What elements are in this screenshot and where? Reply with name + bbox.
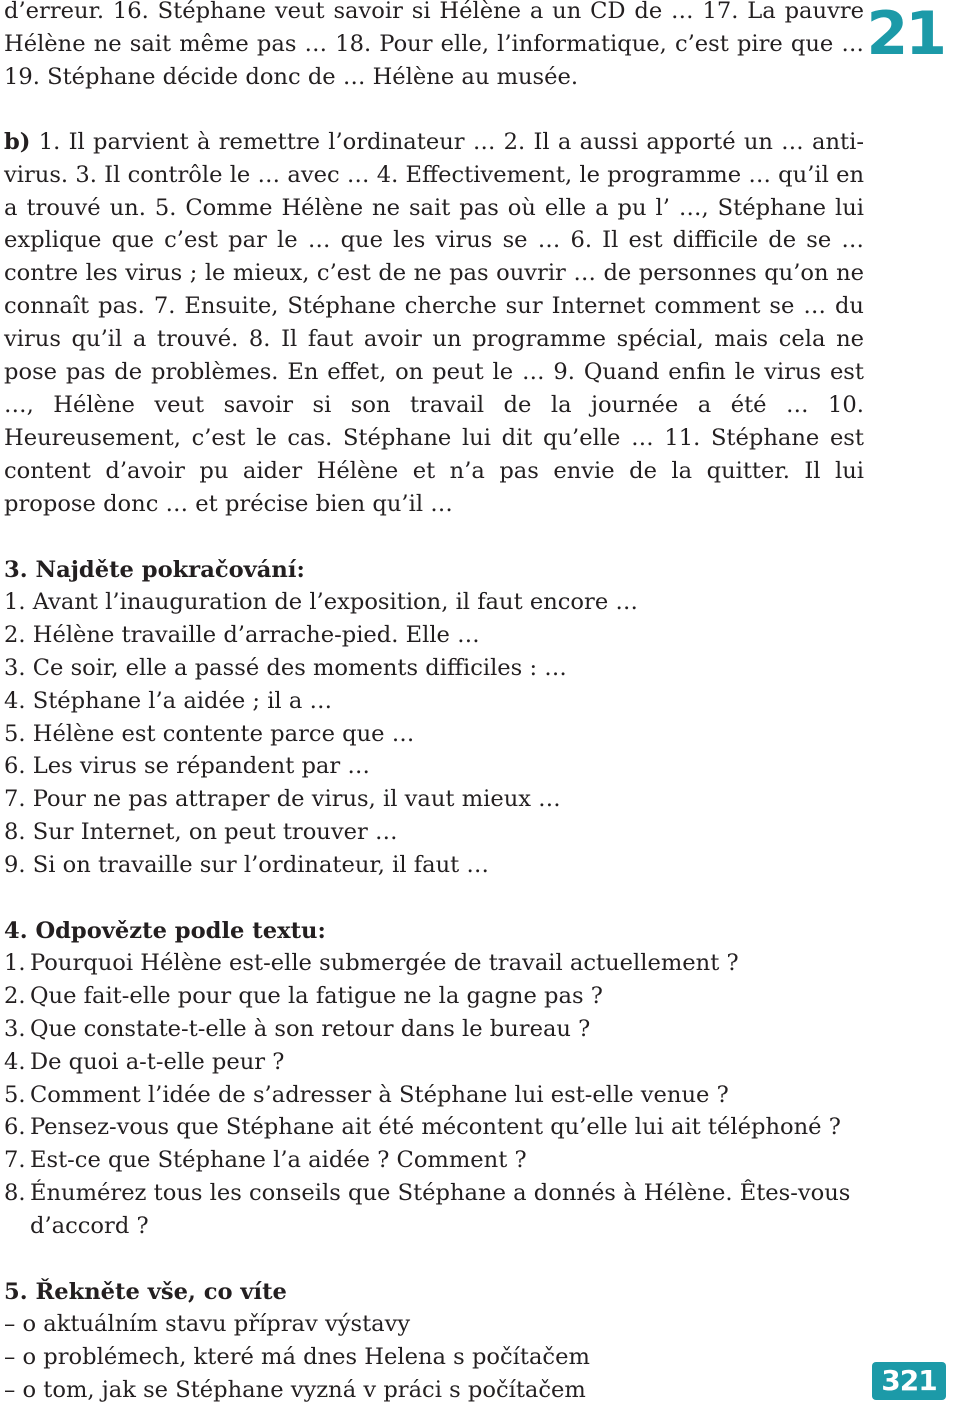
part-b-paragraph [4,126,864,521]
item-number: 5. [4,1081,26,1108]
exercise-4-item [4,1013,864,1046]
exercise-4-heading: 4. Odpovězte podle textu: [4,917,326,944]
item-number: 1. [4,950,26,977]
exercise-4-item [4,947,864,980]
exercise-4-item [4,1079,864,1112]
item-number: 4. [4,1048,26,1075]
item-number: 3. [4,1015,26,1042]
exercise-3-item: 7. Pour ne pas attraper de virus, il vaut mieux … [4,786,561,813]
item-number: 6. [4,1114,26,1141]
exercise-5-item: – o tom, jak se Stéphane vyzná v práci s počítačem [4,1376,586,1403]
exercise-3-item: 8. Sur Internet, on peut trouver … [4,818,398,845]
item-text: Pourquoi Hélène est-elle submergée de travail actuellement ? [30,950,739,977]
exercise-3-item: 2. Hélène travaille d’arrache-pied. Elle … [4,622,480,649]
exercise-4-item [4,1111,864,1144]
item-number: 8. [4,1179,26,1206]
item-text: De quoi a-t-elle peur ? [30,1048,285,1075]
item-text: Comment l’idée de s’adresser à Stéphane lui est-elle venue ? [30,1081,729,1108]
part-b-label: b) [4,128,31,155]
item-text: Que fait-elle pour que la fatigue ne la gagne pas ? [30,983,603,1010]
exercise-4-item [4,1144,864,1177]
exercise-3-item: 1. Avant l’inauguration de l’exposition, il faut encore … [4,589,638,616]
item-text: Pensez-vous que Stéphane ait été mécontent qu’elle lui ait téléphoné ? [30,1114,841,1141]
page-content [4,0,864,1407]
exercise-5-heading: 5. Řekněte vše, co víte [4,1278,287,1305]
item-text: Énumérez tous les conseils que Stéphane a donnés à Hélène. Êtes-vous d’accord ? [30,1179,851,1239]
exercise-3-item: 5. Hélène est contente parce que … [4,720,415,747]
exercise-4 [4,915,864,1243]
exercise-3-item: 4. Stéphane l’a aidée ; il a … [4,687,333,714]
part-b-text: 1. Il parvient à remettre l’ordinateur … 2. Il a aussi apporté un … antivirus. 3. Il contrôle le … avec … 4. Effectivement, le programme … qu’il en a trouvé un. 5. Comme Hélène ne sait pas où elle a pu l’ …, Stéphane lui explique que c’est par le … que les virus se … 6. Il est difficile de se … contre les virus ; le mieux, c’est de ne pas ouvrir … de personnes qu’on ne connaît pas. 7. Ensuite, Stéphane cherche sur Internet comment se … du virus qu’il a trouvé. 8. Il faut avoir un programme spécial, mais cela ne pose pas de problèmes. En effet, on peut le … 9. Quand enfin le virus est …, Hélène veut savoir si son travail de la journée a été … 10. Heureusement, c’est le cas. Stéphane lui dit qu’elle … 11. Stéphane est content d’avoir pu aider Hélène et n’a pas envie de la quitter. Il lui propose donc … et précise bien qu’il … [4,128,864,517]
exercise-5-item: – o aktuálním stavu příprav výstavy [4,1311,411,1338]
item-number: 7. [4,1147,26,1174]
page-number-badge: 321 [872,1362,946,1400]
exercise-3-item: 6. Les virus se répandent par … [4,753,370,780]
exercise-3 [4,554,864,882]
exercise-4-item [4,1177,864,1243]
exercise-4-item [4,1046,864,1079]
item-number: 2. [4,983,26,1010]
item-text: Est-ce que Stéphane l’a aidée ? Comment ? [30,1147,527,1174]
item-text: Que constate-t-elle à son retour dans le bureau ? [30,1015,591,1042]
exercise-4-item [4,980,864,1013]
exercise-5-item: – o problémech, které má dnes Helena s počítačem [4,1344,590,1371]
exercise-3-item: 9. Si on travaille sur l’ordinateur, il faut … [4,851,489,878]
intro-paragraph: d’erreur. 16. Stéphane veut savoir si Hélène a un CD de … 17. La pauvre Hélène ne sait même pas … 18. Pour elle, l’informatique, c’est pire que … 19. Stéphane décide donc de … Hélène au musée. [4,0,864,90]
chapter-number: 21 [866,0,944,69]
exercise-3-heading: 3. Najděte pokračování: [4,556,305,583]
exercise-5 [4,1276,864,1407]
exercise-3-item: 3. Ce soir, elle a passé des moments difficiles : … [4,654,567,681]
